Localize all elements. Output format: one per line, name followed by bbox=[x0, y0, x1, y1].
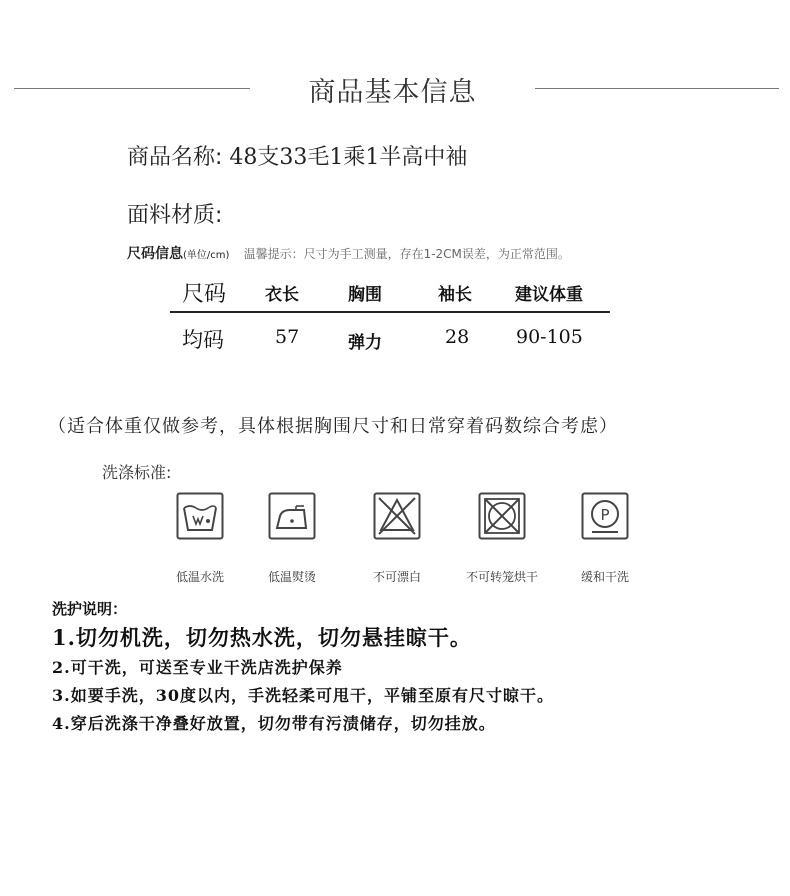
title-rule-right bbox=[535, 88, 779, 89]
product-name bbox=[127, 140, 467, 171]
no-bleach-icon bbox=[373, 492, 421, 540]
weight-note: （适合体重仅做参考，具体根据胸围尺寸和日常穿着码数综合考虑） bbox=[48, 416, 618, 437]
low-temp-wash-icon bbox=[176, 492, 224, 540]
low-temp-iron-icon bbox=[268, 492, 316, 540]
wash-label: 低温熨烫 bbox=[267, 570, 316, 584]
table-cell: 90-105 bbox=[516, 326, 583, 348]
product-name-label: 商品名称: bbox=[127, 145, 223, 170]
size-info-tip: 温馨提示：尺寸为手工测量，存在1-2CM误差，为正常范围。 bbox=[243, 247, 570, 261]
table-header-divider bbox=[170, 311, 610, 313]
care-line: 1.切勿机洗，切勿热水洗，切勿悬挂晾干。 bbox=[52, 625, 472, 650]
gentle-dry-clean-icon bbox=[581, 492, 629, 540]
fabric-label: 面料材质: bbox=[127, 203, 223, 228]
size-info-label: 尺码信息 bbox=[127, 246, 183, 262]
table-cell: 57 bbox=[275, 326, 300, 348]
table-cell: 28 bbox=[445, 326, 470, 348]
table-cell: 均码 bbox=[182, 328, 224, 352]
svg-text:P: P bbox=[600, 506, 610, 524]
table-header: 衣长 bbox=[265, 285, 299, 305]
care-line: 4.穿后洗涤干净叠好放置，切勿带有污渍储存，切勿挂放。 bbox=[52, 714, 496, 733]
wash-label: 不可漂白 bbox=[372, 570, 421, 584]
size-info-unit: (单位/cm) bbox=[183, 250, 230, 261]
table-header: 建议体重 bbox=[515, 285, 583, 305]
size-info bbox=[127, 243, 570, 263]
table-header: 胸围 bbox=[348, 285, 382, 305]
table-header: 袖长 bbox=[438, 285, 472, 305]
no-tumble-dry-icon bbox=[478, 492, 526, 540]
wash-standard-title: 洗涤标准: bbox=[102, 463, 172, 482]
table-cell: 弹力 bbox=[348, 333, 382, 353]
table-header: 尺码 bbox=[182, 282, 227, 307]
page-title: 商品基本信息 bbox=[308, 77, 477, 108]
wash-label: 低温水洗 bbox=[175, 570, 224, 584]
care-line: 2.可干洗，可送至专业干洗店洗护保养 bbox=[52, 658, 343, 677]
care-instructions-title: 洗护说明： bbox=[52, 600, 128, 618]
wash-label: 缓和干洗 bbox=[580, 570, 629, 584]
wash-label: 不可转笼烘干 bbox=[465, 570, 538, 584]
title-rule-left bbox=[14, 88, 250, 89]
product-name-value: 48支33毛1乘1半高中袖 bbox=[229, 145, 468, 170]
care-line: 3.如要手洗，30度以内，手洗轻柔可甩干，平铺至原有尺寸晾干。 bbox=[52, 686, 554, 705]
